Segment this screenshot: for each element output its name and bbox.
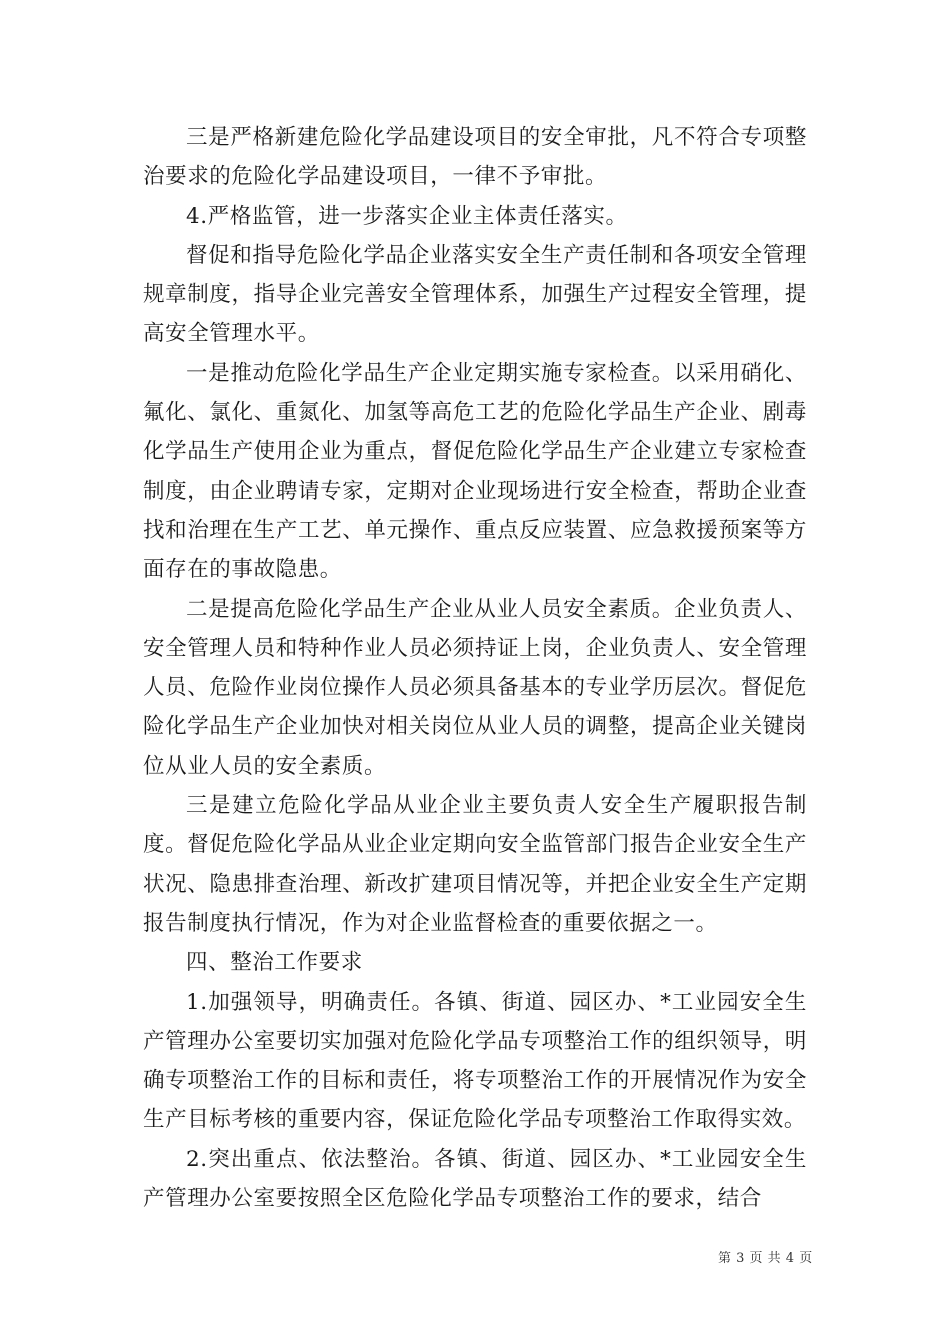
paragraph: 一是推动危险化学品生产企业定期实施专家检查。以采用硝化、氟化、氯化、重氮化、加氢等高危工艺的危险化学品生产企业、剧毒化学品生产使用企业为重点，督促危险化学品生产企业建立专家检查制度，由企业聘请专家，定期对企业现场进行安全检查，帮助企业查找和治理在生产工艺、单元操作、重点反应装置、应急救援预案等方面存在的事故隐患。 — [143, 360, 807, 583]
paragraph: 督促和指导危险化学品企业落实安全生产责任制和各项安全管理规章制度，指导企业完善安全管理体系，加强生产过程安全管理，提高安全管理水平。 — [143, 242, 807, 347]
paragraph: 2.突出重点、依法整治。各镇、街道、园区办、*工业园安全生产管理办公室要按照全区危险化学品专项整治工作的要求，结合 — [143, 1146, 807, 1212]
paragraph: 三是严格新建危险化学品建设项目的安全审批，凡不符合专项整治要求的危险化学品建设项目，一律不予审批。 — [143, 125, 807, 190]
page-number: 第 3 页 共 4 页 — [718, 1251, 813, 1266]
section-heading: 四、整治工作要求 — [186, 950, 363, 976]
paragraph: 二是提高危险化学品生产企业从业人员安全素质。企业负责人、安全管理人员和特种作业人员必须持证上岗，企业负责人、安全管理人员、危险作业岗位操作人员必须具备基本的专业学历层次。督促危险化学品生产企业加快对相关岗位从业人员的调整，提高企业关键岗位从业人员的安全素质。 — [143, 596, 807, 779]
paragraph: 三是建立危险化学品从业企业主要负责人安全生产履职报告制度。督促危险化学品从业企业定期向安全监管部门报告企业安全生产状况、隐患排查治理、新改扩建项目情况等，并把企业安全生产定期报告制度执行情况，作为对企业监督检查的重要依据之一。 — [143, 793, 807, 936]
paragraph: 1.加强领导，明确责任。各镇、街道、园区办、*工业园安全生产管理办公室要切实加强对危险化学品专项整治工作的组织领导，明确专项整治工作的目标和责任，将专项整治工作的开展情况作为安全生产目标考核的重要内容，保证危险化学品专项整治工作取得实效。 — [143, 989, 807, 1133]
document-body — [143, 118, 807, 1218]
paragraph: 4.严格监管，进一步落实企业主体责任落实。 — [186, 203, 628, 229]
